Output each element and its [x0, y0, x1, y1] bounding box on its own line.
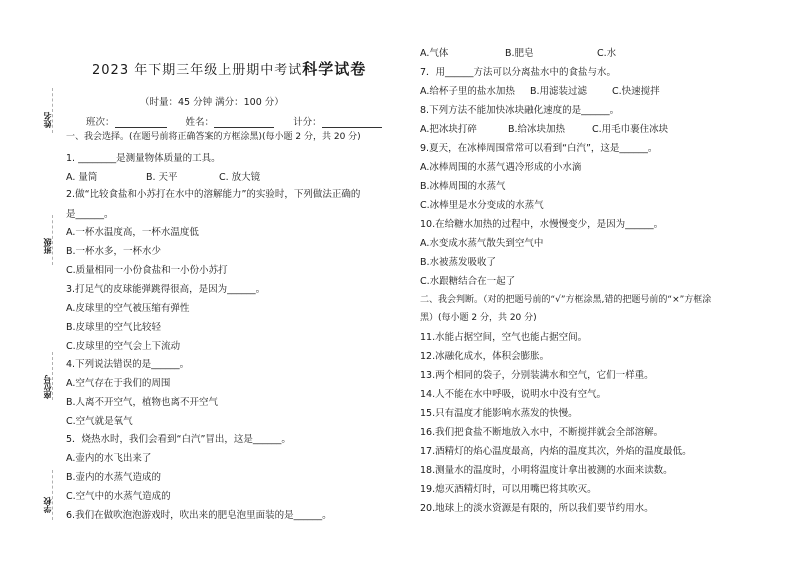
page-title: [92, 58, 366, 79]
score-field[interactable]: [322, 127, 382, 128]
judge-item[interactable]: 12.冰融化成水，体积会膨胀。: [420, 351, 550, 362]
q5-option-a[interactable]: A.壶内的水飞出来了: [66, 453, 152, 464]
question-4: 4.下列说法错误的是______。: [66, 359, 190, 370]
q8-option-a[interactable]: A.把冰块打碎: [420, 124, 477, 135]
score-label: 计分：: [293, 117, 322, 128]
class-label: 班次：: [86, 117, 115, 128]
q9-option-a[interactable]: A.冰棒周围的水蒸气遇冷形成的小水滴: [420, 162, 582, 173]
section-2-heading: 二、我会判断。（对的把题号前的“√”方框涂黑,错的把题号前的“×”方框涂: [420, 295, 712, 305]
judge-item[interactable]: 15.只有温度才能影响水蒸发的快慢。: [420, 408, 578, 419]
judge-item[interactable]: 18.测量水的温度时，小明将温度计拿出被测的水面来读数。: [420, 465, 673, 476]
side-line-seat: [52, 352, 53, 400]
q5-option-b[interactable]: B.壶内的水蒸气造成的: [66, 472, 162, 483]
judge-item[interactable]: 13.两个相同的袋子，分别装满水和空气，它们一样重。: [420, 370, 654, 381]
exam-meta: （时量：45 分钟 满分：100 分）: [140, 97, 284, 108]
question-10: 10.在给糖水加热的过程中，水慢慢变少，是因为______。: [420, 219, 664, 230]
name-field[interactable]: [214, 127, 274, 128]
q2-option-c[interactable]: C.质量相同一小份食盐和一小份小苏打: [66, 265, 228, 276]
q7-option-b[interactable]: B.用滤装过滤: [530, 86, 588, 97]
q9-option-b[interactable]: B.冰棒周围的水蒸气: [420, 181, 506, 192]
judge-item[interactable]: 20.地球上的淡水资源是有限的，所以我们要节约用水。: [420, 503, 654, 514]
q1-option-c[interactable]: C. 放大镜: [219, 172, 261, 183]
side-line-class: [52, 215, 53, 265]
q3-option-a[interactable]: A.皮球里的空气被压缩有弹性: [66, 303, 190, 314]
side-label-school: 学校: [43, 497, 52, 513]
q9-option-c[interactable]: C.冰棒里是水分变成的水蒸气: [420, 200, 544, 211]
judge-item[interactable]: 11.水能占据空间，空气也能占据空间。: [420, 332, 588, 343]
q3-option-b[interactable]: B.皮球里的空气比较轻: [66, 322, 162, 333]
judge-item[interactable]: 14.人不能在水中呼吸，说明水中没有空气。: [420, 389, 607, 400]
name-label: 姓名：: [185, 117, 215, 128]
judge-item[interactable]: 16.我们把食盐不断地放入水中，不断搅拌就会全部溶解。: [420, 427, 664, 438]
question-7: 7．用______方法可以分离盐水中的食盐与水。: [420, 67, 617, 78]
side-line-name: [52, 88, 53, 133]
question-9: 9.夏天，在冰棒周围常常可以看到“白汽”，这是______。: [420, 143, 658, 154]
question-1: 1. ________是测量物体质量的工具。: [66, 153, 221, 164]
q10-option-a[interactable]: A.水变成水蒸气散失到空气中: [420, 238, 544, 249]
judge-item[interactable]: 17.酒精灯的焰心温度最高，内焰的温度其次，外焰的温度最低。: [420, 446, 692, 457]
question-8: 8.下列方法不能加快冰块融化速度的是______。: [420, 105, 620, 116]
title-bold: 科学试卷: [302, 60, 367, 78]
q2-option-b[interactable]: B.一杯水多，一杯水少: [66, 246, 162, 257]
q8-option-c[interactable]: C.用毛巾裹住冰块: [592, 124, 669, 135]
q4-option-b[interactable]: B.人离不开空气，植物也离不开空气: [66, 397, 219, 408]
question-2-cont: 是______。: [66, 209, 114, 220]
q2-option-a[interactable]: A.一杯水温度高，一杯水温度低: [66, 227, 199, 238]
q7-option-a[interactable]: A.给杯子里的盐水加热: [420, 86, 515, 97]
q1-option-a[interactable]: A. 量筒: [66, 172, 98, 183]
q6-option-a[interactable]: A.气体: [420, 48, 449, 59]
q7-option-c[interactable]: C.快速搅拌: [612, 86, 660, 97]
section-2-heading-cont: 黑）(每小题 2 分，共 20 分): [420, 313, 537, 323]
side-label-name: 姓名: [43, 112, 52, 128]
question-2: 2.做“比较食盐和小苏打在水中的溶解能力”的实验时，下列做法正确的: [66, 189, 361, 200]
q6-option-b[interactable]: B.肥皂: [505, 48, 534, 59]
q4-option-c[interactable]: C.空气就是氧气: [66, 416, 133, 427]
q8-option-b[interactable]: B.给冰块加热: [508, 124, 566, 135]
info-row: [86, 114, 382, 128]
side-line-school: [52, 470, 53, 520]
q4-option-a[interactable]: A.空气存在于我们的周围: [66, 378, 171, 389]
class-field[interactable]: [115, 127, 167, 128]
q10-option-b[interactable]: B.水被蒸发吸收了: [420, 257, 497, 268]
question-3: 3.打足气的皮球能弹跳得很高，是因为______。: [66, 284, 266, 295]
question-6: 6.我们在做吹泡泡游戏时，吹出来的肥皂泡里面装的是______。: [66, 510, 332, 521]
title-plain: 2023 年下期三年级上册期中考试: [92, 63, 303, 78]
q3-option-c[interactable]: C.皮球里的空气会上下流动: [66, 341, 181, 352]
side-label-class: 班级: [43, 238, 52, 254]
judge-item[interactable]: 19.熄灭酒精灯时，可以用嘴巴将其吹灭。: [420, 484, 597, 495]
side-label-seat: 座位号: [43, 375, 52, 399]
question-5: 5．烧热水时，我们会看到“白汽”冒出，这是______。: [66, 434, 291, 445]
q1-option-b[interactable]: B. 天平: [146, 172, 178, 183]
q6-option-c[interactable]: C.水: [597, 48, 617, 59]
section-1-heading: 一、我会选择。(在题号前将正确答案的方框涂黑)(每小题 2 分，共 20 分): [66, 132, 361, 142]
q10-option-c[interactable]: C.水跟糖结合在一起了: [420, 276, 516, 287]
q5-option-c[interactable]: C.空气中的水蒸气造成的: [66, 491, 171, 502]
